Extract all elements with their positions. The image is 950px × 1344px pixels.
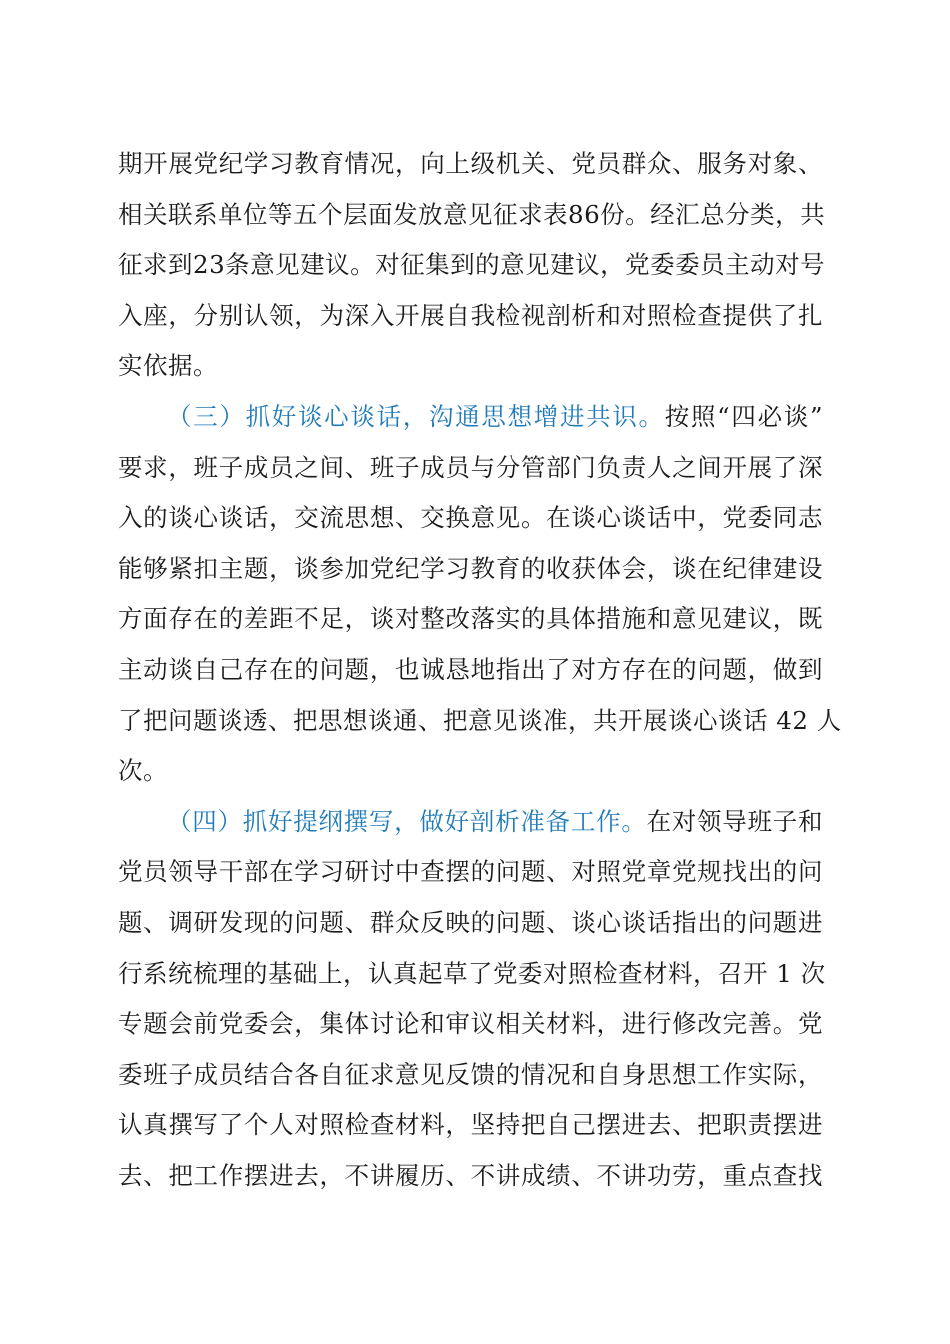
- text-line: 征求到23条意见建议。对征集到的意见建议，党委委员主动对号: [118, 250, 826, 280]
- text-line: 行系统梳理的基础上，认真起草了党委对照检查材料，召开 1 次: [118, 958, 826, 988]
- text-line: 方面存在的差距不足，谈对整改落实的具体措施和意见建议，既: [118, 604, 823, 634]
- text-line: 入座，分别认领，为深入开展自我检视剖析和对照检查提供了扎: [118, 300, 823, 330]
- paragraph-3: [118, 797, 826, 1202]
- text-line: 专题会前党委会，集体讨论和审议相关材料，进行修改完善。党: [118, 1009, 823, 1039]
- text-line: 了把问题谈透、把思想谈通、把意见谈准，共开展谈心谈话 42 人: [118, 705, 842, 735]
- text-line: 主动谈自己存在的问题，也诚恳地指出了对方存在的问题，做到: [118, 654, 823, 684]
- text-line: 相关联系单位等五个层面发放意见征求表86份。经汇总分类，共: [118, 199, 826, 229]
- text-line: 委班子成员结合各自征求意见反馈的情况和自身思想工作实际，: [118, 1059, 823, 1089]
- text-line: 期开展党纪学习教育情况，向上级机关、党员群众、服务对象、: [118, 149, 823, 178]
- text-line: 认真撰写了个人对照检查材料，坚持把自己摆进去、把职责摆进: [118, 1110, 823, 1140]
- text-line: 入的谈心谈话，交流思想、交换意见。在谈心谈话中，党委同志: [118, 503, 823, 533]
- text-line: [118, 797, 823, 848]
- paragraph-2: [118, 392, 842, 797]
- text-line: 次。: [118, 756, 168, 786]
- text-line: [118, 392, 823, 443]
- section-heading-4: （四）抓好提纲撰写，做好剖析准备工作。: [167, 806, 647, 836]
- text-line: 去、把工作摆进去，不讲履历、不讲成绩、不讲功劳，重点查找: [118, 1160, 823, 1190]
- text-fragment: 在对领导班子和: [646, 806, 824, 836]
- text-line: 实依据。: [118, 351, 218, 381]
- document-body: [118, 139, 842, 1201]
- paragraph-1: [118, 139, 826, 392]
- text-line: 能够紧扣主题，谈参加党纪学习教育的收获体会，谈在纪律建设: [118, 553, 823, 583]
- text-line: 要求，班子成员之间、班子成员与分管部门负责人之间开展了深: [118, 452, 823, 482]
- text-fragment: 按照“四必谈”: [664, 401, 824, 431]
- text-line: 党员领导干部在学习研讨中查摆的问题、对照党章党规找出的问: [118, 857, 823, 887]
- text-line: 题、调研发现的问题、群众反映的问题、谈心谈话指出的问题进: [118, 907, 823, 937]
- section-heading-3: （三）抓好谈心谈话，沟通思想增进共识。: [167, 401, 665, 431]
